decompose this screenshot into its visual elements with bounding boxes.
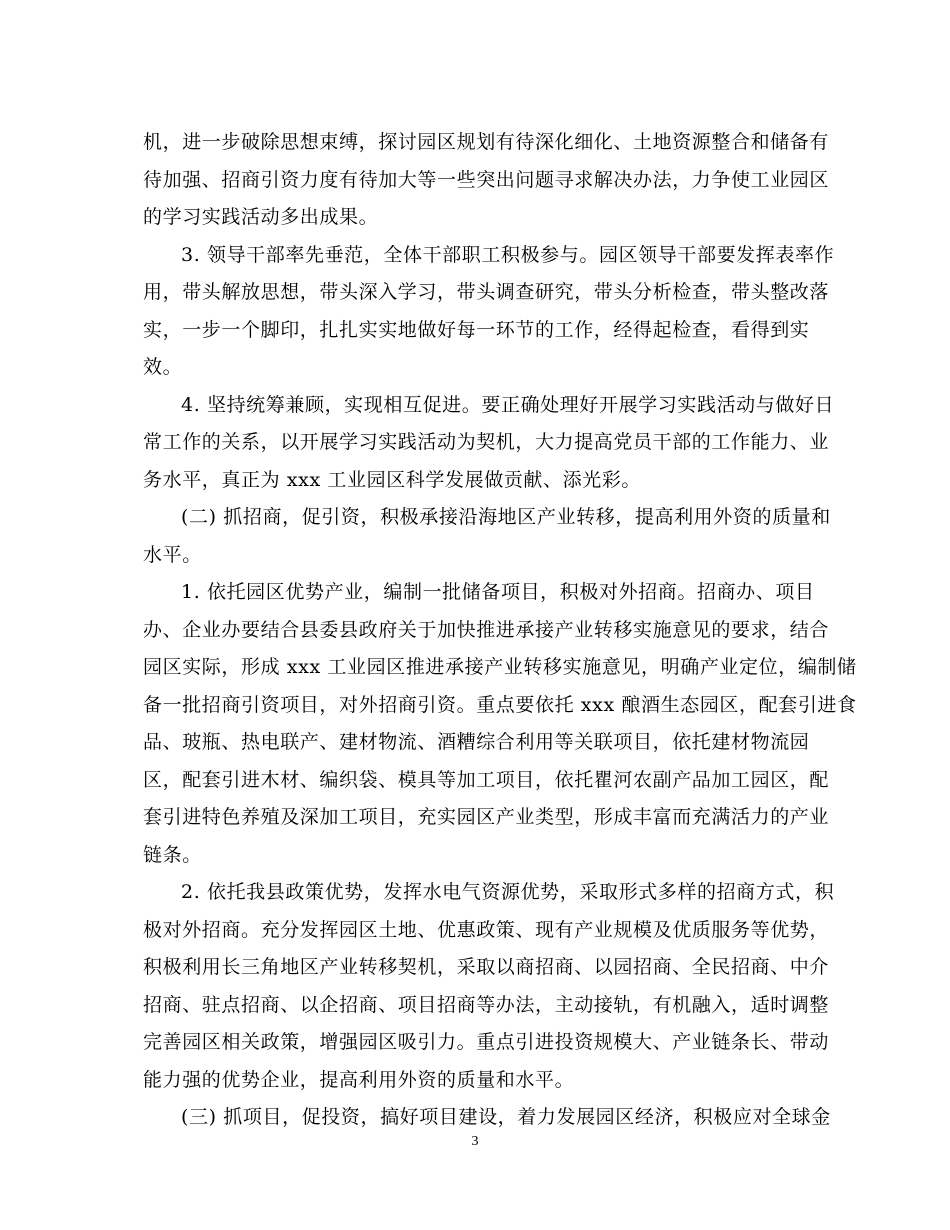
paragraph-start-line: 4. 坚持统筹兼顾，实现相互促进。要正确处理好开展学习实践活动与做好日 [181, 394, 835, 416]
section-heading-line: (二) 抓招商，促引资，积极承接沿海地区产业转移，提高利用外资的质量和 [181, 506, 831, 528]
text-line: 水平。 [143, 544, 202, 566]
text-line: 区，配套引进木材、编织袋、模具等加工项目，依托瞿河农副产品加工园区，配 [143, 769, 830, 791]
text-line: 实，一步一个脚印，扎扎实实地做好每一环节的工作，经得起检查，看得到实 [143, 319, 810, 341]
text-line: 品、玻瓶、热电联产、建材物流、酒糟综合利用等关联项目，依托建材物流园 [143, 731, 810, 753]
text-line: 套引进特色养殖及深加工项目，充实园区产业类型，形成丰富而充满活力的产业 [143, 806, 830, 828]
paragraph-start-line: 1. 依托园区优势产业，编制一批储备项目，积极对外招商。招商办、项目 [181, 581, 815, 603]
paragraph-start-line: 3. 领导干部率先垂范，全体干部职工积极参与。园区领导干部要发挥表率作 [181, 244, 835, 266]
paragraph-start-line: 2. 依托我县政策优势，发挥水电气资源优势，采取形式多样的招商方式，积 [181, 881, 835, 903]
text-line: 完善园区相关政策，增强园区吸引力。重点引进投资规模大、产业链条长、带动 [143, 1031, 830, 1053]
page-number: 3 [471, 1134, 479, 1149]
text-line: 链条。 [143, 844, 202, 866]
text-line: 待加强、招商引资力度有待加大等一些突出问题寻求解决办法，力争使工业园区 [143, 169, 830, 191]
text-line: 能力强的优势企业，提高利用外资的质量和水平。 [143, 1069, 575, 1091]
text-line: 的学习实践活动多出成果。 [143, 206, 379, 228]
text-line: 招商、驻点招商、以企招商、项目招商等办法，主动接轨，有机融入，适时调整 [143, 994, 830, 1016]
text-line: 备一批招商引资项目，对外招商引资。重点要依托 xxx 酿酒生态园区，配套引进食 [143, 694, 857, 716]
text-line: 效。 [143, 356, 183, 378]
text-line: 用，带头解放思想，带头深入学习，带头调查研究，带头分析检查，带头整改落 [143, 281, 830, 303]
text-line: 积极利用长三角地区产业转移契机，采取以商招商、以园招商、全民招商、中介 [143, 956, 830, 978]
text-line: 常工作的关系，以开展学习实践活动为契机，大力提高党员干部的工作能力、业 [143, 431, 830, 453]
text-line: 办、企业办要结合县委县政府关于加快推进承接产业转移实施意见的要求，结合 [143, 619, 830, 641]
section-heading-line: (三) 抓项目，促投资，搞好项目建设，着力发展园区经济，积极应对全球金 [181, 1106, 831, 1128]
text-line: 极对外招商。充分发挥园区土地、优惠政策、现有产业规模及优质服务等优势， [143, 919, 830, 941]
text-line: 园区实际，形成 xxx 工业园区推进承接产业转移实施意见，明确产业定位，编制储 [143, 656, 857, 678]
text-line: 机，进一步破除思想束缚，探讨园区规划有待深化细化、土地资源整合和储备有 [143, 131, 830, 153]
text-line: 务水平，真正为 xxx 工业园区科学发展做贡献、添光彩。 [143, 469, 642, 491]
